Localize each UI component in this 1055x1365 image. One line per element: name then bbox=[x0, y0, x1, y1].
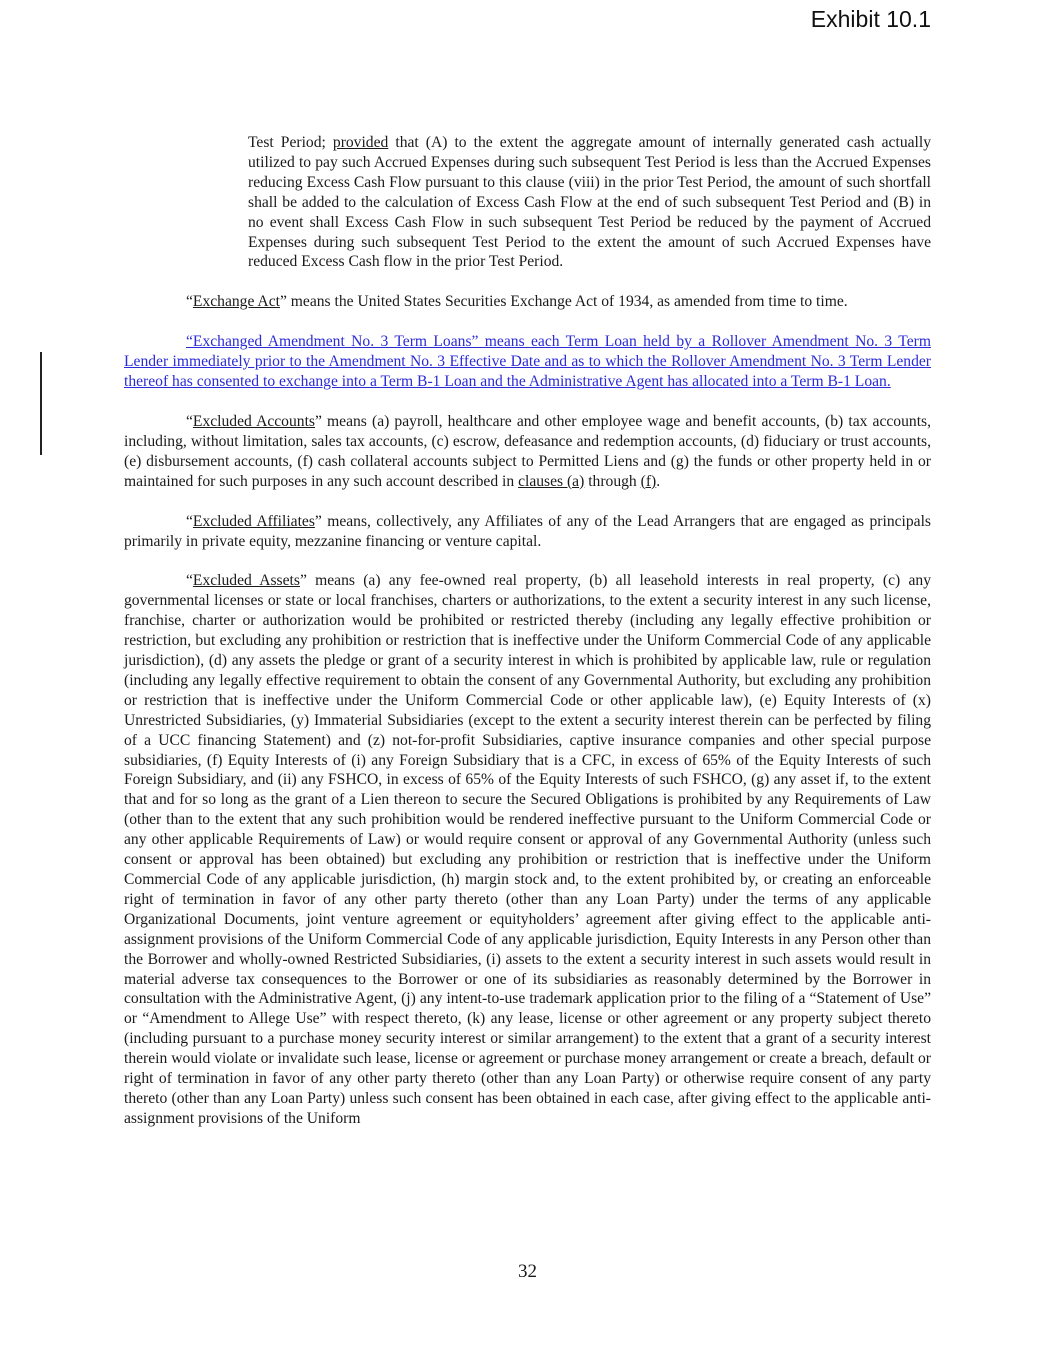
revision-change-bar bbox=[40, 352, 42, 455]
cont-text-rest: that (A) to the extent the aggregate amount of internally generated cash actually utilized to pay such Accrued Expenses during such subsequent Test Period is less than the Accrued Expenses reducing Excess Cash Flow pursuant to this clause (viii) in the prior Test Period, the amount of such shortfall shall be added to the calculation of Excess Cash Flow at the end of such subsequent Test Period and (B) in no event shall Excess Cash Flow in such subsequent Test Period be reduced by the payment of Accrued Expenses during such subsequent Test Period to the extent the amount of such Accrued Expenses have reduced Excess Cash flow in the prior Test Period. bbox=[248, 134, 931, 271]
definition-excluded-accounts bbox=[124, 412, 931, 492]
provided-term: provided bbox=[332, 134, 389, 151]
definition-exchanged-loans-inserted bbox=[124, 332, 931, 392]
definition-excluded-affiliates bbox=[124, 512, 931, 552]
defined-term-excluded-accounts: Excluded Accounts bbox=[192, 412, 315, 430]
defined-term-exchange-act: Exchange Act bbox=[192, 293, 280, 311]
definition-exchange-act bbox=[124, 292, 931, 312]
defined-term-excluded-affiliates: Excluded Affiliates bbox=[192, 512, 315, 530]
defined-term-excluded-assets: Excluded Assets bbox=[192, 572, 300, 590]
definition-text: ” means, collectively, any Affiliates of any of the Lead Arrangers that are engaged as principals primarily in private equity, mezzanine financing or venture capital. bbox=[124, 512, 931, 550]
open-quote: “ bbox=[186, 572, 193, 590]
clauses-reference: clauses (a) bbox=[518, 472, 585, 490]
definition-text: ” means (a) any fee-owned real property, (b) all leasehold interests in real property, (c) any governmental licenses or state or local franchises, charters or authorizations, to the extent a security interest in any such license, franchise, charter or authorization would be prohibited or restricted thereby (including any legally effective prohibition or restriction, but excluding any prohibition or restriction that is ineffective under the Uniform Commercial Code of any applicable jurisdiction), (d) any assets the pledge or grant of a security interest in which is prohibited by applicable law, rule or regulation (including any legally effective requirement to obtain the consent of any Governmental Authority, but excluding any prohibition or restriction that is ineffective under the Uniform Commercial Code or other applicable law), (e) Equity Interests of (x) Unrestricted Subsidiaries, (y) Immaterial Subsidiaries (except to the extent a security interest therein can be perfected by filing of a UCC financing Statement) and (z) not-for-profit Subsidiaries, captive insurance companies and other special purpose subsidiaries, (f) Equity Interests of (i) any Foreign Subsidiary that is a CFC, in excess of 65% of the Equity Interests of such Foreign Subsidiary, and (ii) any FSHCO, in excess of 65% of the Equity Interests of such FSHCO, (g) any asset if, to the extent that and for so long as the grant of a Lien thereon to secure the Secured Obligations is prohibited by any Requirements of Law (other than to the extent that any such prohibition would be rendered ineffective pursuant to the Uniform Commercial Code or any other applicable Requirements of Law) or would require consent or approval of any Governmental Authority (unless such consent or approval has been obtained) but excluding any prohibition or restriction that is ineffective under the Uniform Commercial Code of any applicable jurisdiction, (h) margin stock and, to the extent prohibited by, or creating an enforceable right of termination in favor of any other party thereto (other than any Loan Party) under the terms of any applicable Organizational Documents, joint venture agreement or equityholders’ agreement after giving effect to the applicable anti-assignment provisions of the Uniform Commercial Code of any applicable jurisdiction, Equity Interests in any Person other than the Borrower and wholly-owned Restricted Subsidiaries, (i) assets to the extent a security interest in such assets would result in material adverse tax consequences to the Borrower or one of its subsidiaries as reasonably determined by the Borrower in consultation with the Administrative Agent, (j) any intent-to-use trademark application prior to the filing of a “Statement of Use” or “Amendment to Allege Use” with respect thereto, (k) any lease, license or other agreement or any property subject thereto (including pursuant to a purchase money security interest or similar arrangement) to the extent that a grant of a security interest therein would violate or invalidate such lease, license or agreement or purchase money arrangement or create a breach, default or right of termination in favor of any other party thereto (other than any Loan Party) or otherwise require consent of any party thereto (other than any Loan Party) unless such consent has been obtained in each case, after giving effect to the applicable anti-assignment provisions of the Uniform bbox=[124, 572, 931, 1127]
open-quote: “ bbox=[186, 293, 193, 311]
clause-f-reference: (f) bbox=[640, 472, 657, 490]
document-body bbox=[124, 133, 931, 1129]
exhibit-label: Exhibit 10.1 bbox=[810, 6, 931, 32]
page-number: 32 bbox=[518, 1261, 537, 1282]
open-quote: “ bbox=[186, 412, 193, 430]
continued-paragraph bbox=[248, 133, 931, 272]
cont-text-start: Test Period; bbox=[248, 134, 333, 151]
definition-excluded-assets bbox=[124, 571, 931, 1128]
through-text: through bbox=[584, 472, 641, 490]
definition-text: ” means (a) payroll, healthcare and other employee wage and benefit accounts, (b) tax accounts, including, without limitation, sales tax accounts, (c) escrow, defeasance and redemption accounts, (d) fiduciary or trust accounts, (e) disbursement accounts, (f) cash collateral accounts subject to Permitted Liens and (g) the funds or other property held in or maintained for such purposes in any such account described in bbox=[124, 412, 931, 490]
inserted-definition-text: “Exchanged Amendment No. 3 Term Loans” means each Term Loan held by a Rollover Amendment No. 3 Term Lender immediately prior to the Amendment No. 3 Effective Date and as to which the Rollover Amendment No. 3 Term Lender thereof has consented to exchange into a Term B-1 Loan and the Administrative Agent has allocated into a Term B-1 Loan. bbox=[124, 333, 931, 391]
definition-text: ” means the United States Securities Exchange Act of 1934, as amended from time to time. bbox=[279, 293, 848, 311]
period: . bbox=[656, 472, 661, 490]
open-quote: “ bbox=[186, 512, 193, 530]
